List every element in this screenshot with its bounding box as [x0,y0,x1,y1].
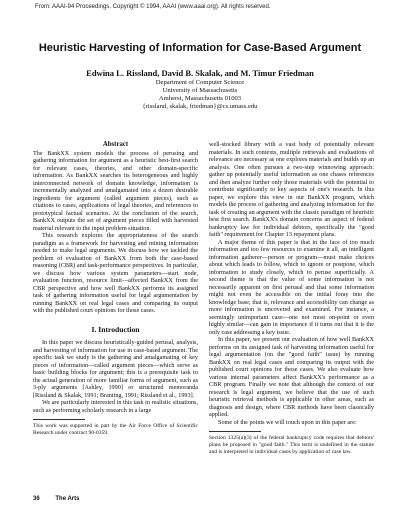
copyright-note: From: AAAI-94 Proceedings. Copyright © 1994, AAAI (www.aaai.org). All rights reserved. [35,4,271,10]
right-paragraph-4: Some of the points we will touch upon in this paper are: [218,418,357,426]
affiliation-dept: Department of Computer Science [155,79,245,86]
right-paragraph-1: well-stocked library with a vast body of potentially relevant materials. In such contexts, multiple retrievals and evaluations of relevance are necessary as one explores materials and builds up an analysis. One often pursues a two-step winnowing approach: gather up potentially useful information as one chases references and then analyze further only those materials with the potential to contribute significantly to key aspects of one's research. In this paper, we explore this view in our BankXX program, which models the process of gathering and analyzing information for the task of creating an argument with the classic paradigm of heuristic best first search. BankXX's domain concerns an aspect of federal bankruptcy law for individual debtors, specifically the "good faith" requirement for Chapter 13 repayment plans. [209,141,374,238]
support-footnote: This work was supported in part by the Air Force Office of Scientific Research under contract 90-0359. [33,423,198,436]
author-list: Edwina L. Rissland, David B. Skalak, and M. Timur Friedman [86,68,314,78]
right-column [209,141,374,456]
bankruptcy-footnote: Section 1325(a)(3) of the federal bankruptcy code requires that debtors' plans be proposed in "good faith." This term is undefined in the statute and is interpreted in individual cases by application of case law. [209,435,374,455]
affiliation-block [0,79,400,111]
left-column [33,141,198,437]
footnote-rule [33,419,85,420]
page-number: 36 [33,496,40,502]
footnote-rule-right [209,431,261,432]
intro-paragraph-1: In this paper we discuss heuristically-guided perusal, analysis, and harvesting of information for use in case-based argument. The specific task we study is the gathering and amalgamating of key pieces of information—called argument pieces—which serve as basic building blocks for argument; this is a prerequisite task to the actual generation of more familiar forms of argument, such as 3-ply arguments [Ashley, 1990] or structured memoranda [Rissland & Skalak, 1991; Branting, 1991; Rissland et al., 1993]. [33,339,198,399]
section-name: The Arts [55,496,80,502]
introduction-heading: I. Introduction [91,324,140,334]
right-paragraph-3: In this paper, we present our evaluation of how well BankXX performs on its assigned task of harvesting information useful for legal argumentation (on the "good faith" issue) by running BankXX on real legal cases and comparing its output with the published court opinions for those cases. We also evaluate how various internal parameters affect BankXX's performance as a CBR program. Finally we note that although the context of our research is legal argument, we believe that the use of such heuristic retrieval methods is applicable in other areas, such as diagnosis and design, where CBR methods have been classically applied. [209,336,374,418]
paper-title: Heuristic Harvesting of Information for Case-Based Argument [38,42,362,54]
abstract-paragraph-2: This research explores the appropriateness of the search paradigm as a framework for harvesting and mining information needed to make legal arguments. We discuss how we tackled the problem of evaluation of BankXX from both the case-based reasoning (CBR) and task-performance perspectives. In particular, we discuss how various system parameters—start node, evaluation function, resource limit—affected BankXX from the CBR perspective and how well BankXX performs its assigned task of gathering information useful for legal argumentation by running BankXX on real legal cases and comparing its output with the published court opinions for those cases. [33,232,198,314]
affiliation-emails: {rissland, skalak, friedman}@cs.umass.edu [142,103,258,110]
intro-paragraph-2: We are particularly interested in this task in realistic situations, such as performing scholarly research in a large [33,399,198,414]
page-footer [33,496,93,502]
affiliation-city: Amherst, Massachusetts 01003 [158,95,242,102]
affiliation-university: University of Massachusetts [162,87,238,94]
right-paragraph-2: A major theme of this paper is that in the face of too much information and too few resources to examine it all, an intelligent information gatherer—person or program—must make choices about which leads to follow, which to ignore or postpone, which information to study closely, which to peruse superficially. A second theme is that the value of some information is not necessarily apparent on first perusal and that some information might not even be accessible on the initial foray into the knowledge base; that is, relevance and accessibility can change as more information is uncovered and examined. For instance, a seemingly unimportant case—one not most on-point or even highly similar—can gain in importance if it turns out that it is the only case addressing a key issue. [209,238,374,336]
abstract-heading: Abstract [102,141,129,148]
abstract-paragraph-1: The BankXX system models the process of perusing and gathering information for argument as a heuristic best-first search for relevant cases, theories, and other domain-specific information. As BankXX searches its heterogeneous and highly interconnected network of domain knowledge, information is incrementally analyzed and amalgamated into a dozen desirable ingredients for argument (called argument pieces), such as citations to cases, applications of legal theories, and references to prototypical factual scenarios. At the conclusion of the search, BankXX outputs the set of argument pieces filled with harvested material relevant to the input problem situation. [33,149,198,232]
